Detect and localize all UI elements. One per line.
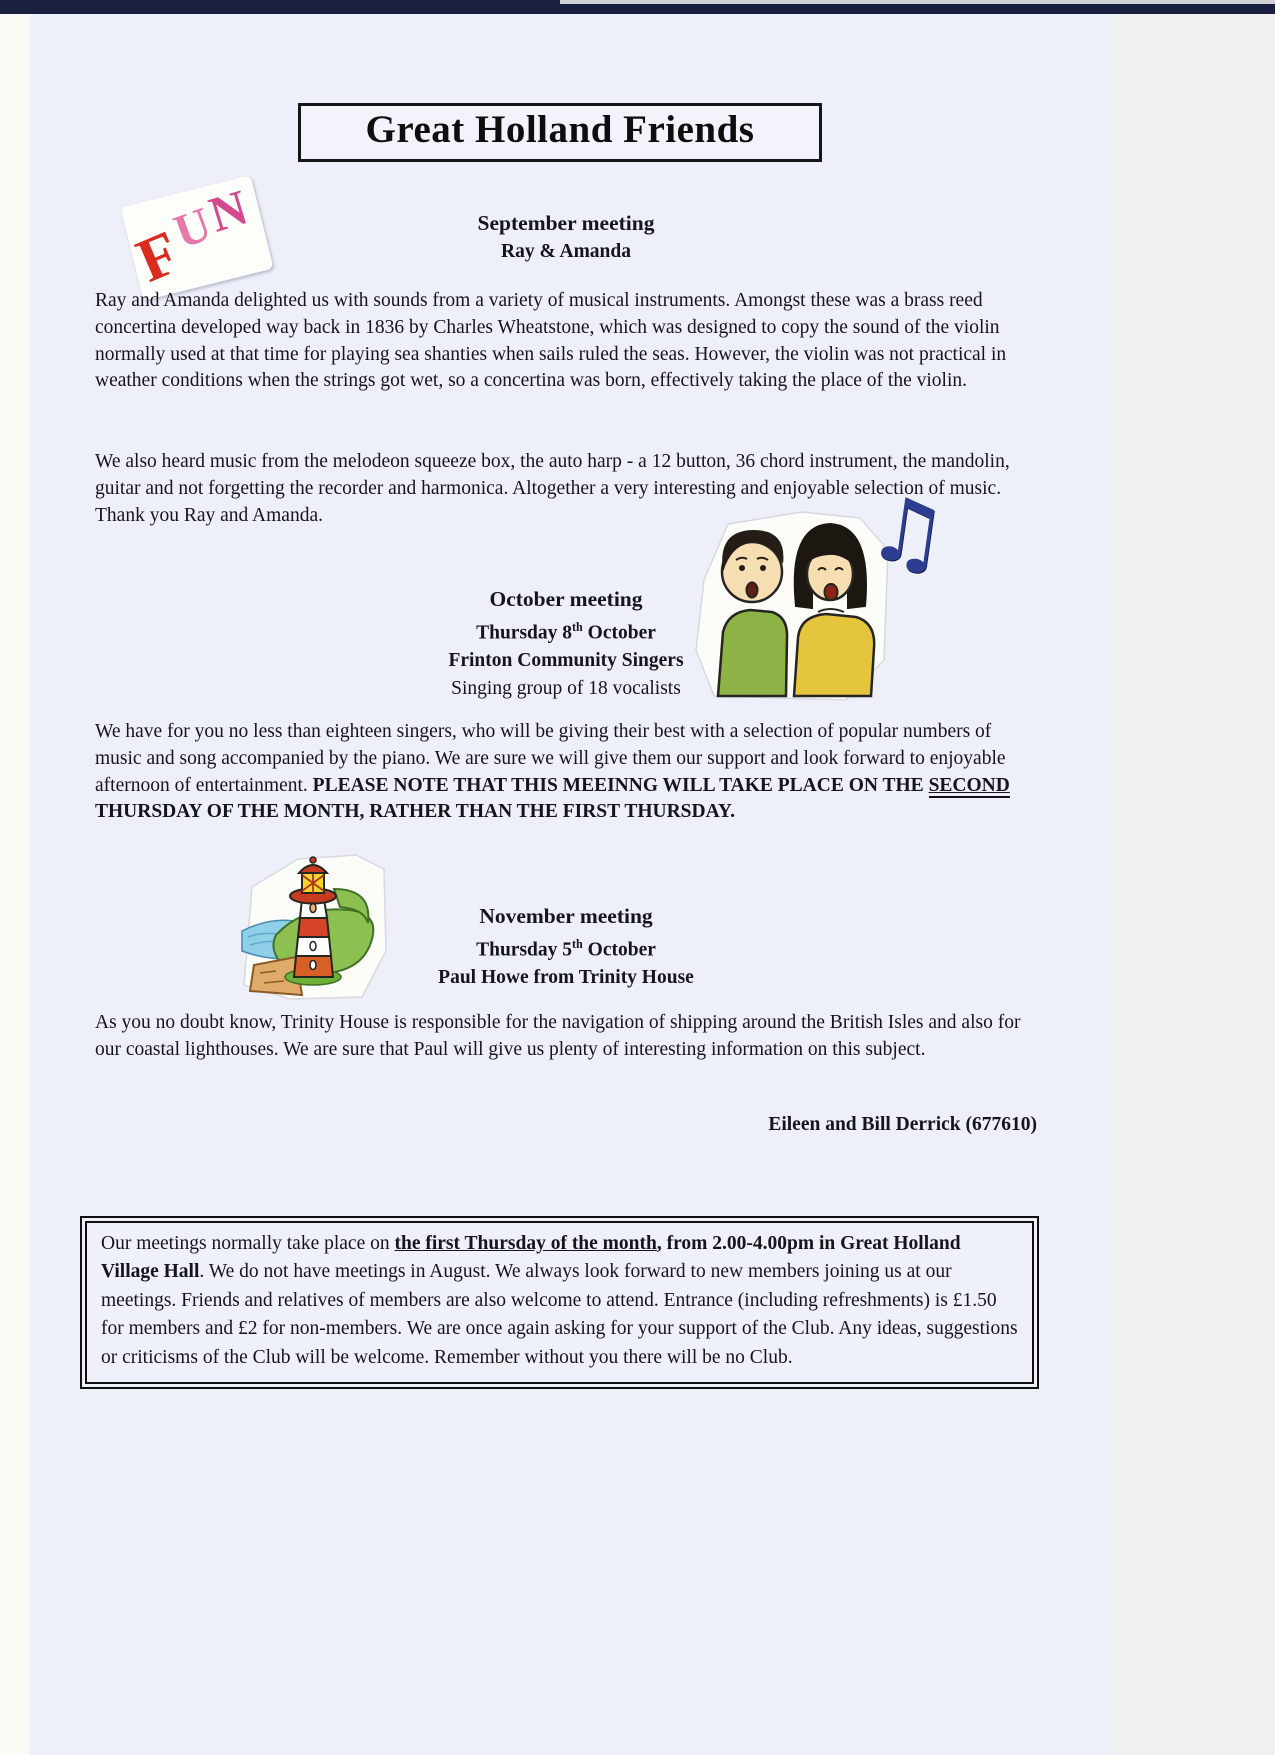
november-meeting-title: November meeting [479,904,653,928]
november-date-ordinal: th [572,937,583,951]
newsletter-title: Great Holland Friends [365,108,755,151]
scan-top-edge-highlight [560,0,1275,4]
signature-line: Eileen and Bill Derrick (677610) [768,1114,1037,1135]
notice-bold-underlined: the first Thursday of the month [394,1233,657,1254]
october-note-post: THURSDAY OF THE MONTH, RATHER THAN THE FIRST THURSDAY. [95,801,736,823]
october-meeting-title: October meeting [489,587,643,611]
october-meeting-group-desc: Singing group of 18 vocalists [451,677,681,699]
september-meeting-title: September meeting [477,211,655,235]
fun-letter-f: F [127,218,190,296]
october-paragraph-normal: We have for you no less than eighteen singers, who will be giving their best with a selection of popular numbers of music and song accompanied by the piano. We are sure we will give them our support and look forward to enjoyable afternoon of entertainment. [95,721,1006,796]
october-date-month: October [582,622,656,644]
november-meeting-speaker: Paul Howe from Trinity House [438,967,694,988]
september-meeting-heading [95,209,1037,266]
october-date-text: Thursday 8 [476,622,573,644]
notice-normal-2: . We do not have meetings in August. We always look forward to new members joining us at our meetings. Friends and relatives of members are also welcome to attend. Entrance (including refreshments) is £1.50 for members and £2 for non-members. We are once again asking for your support of the Club. Any ideas, suggestions or criticisms of the Club will be welcome. Remember without you there will be no Club. [101,1261,1018,1368]
fun-letter-n: N [202,178,254,243]
november-meeting-heading [95,902,1037,992]
november-date-month: October [582,939,656,961]
september-paragraph-2: We also heard music from the melodeon squeeze box, the auto harp - a 12 button, 36 chord instrument, the mandolin, guitar and not forgetting the recorder and harmonica. Altogether a very interesting and enjoyable selection of music. Thank you Ray and Amanda. [95,451,1010,526]
november-date-text: Thursday 5 [476,939,573,961]
october-paragraph [95,719,1037,826]
scan-left-margin [0,14,30,1755]
club-notice-text [101,1230,1018,1372]
october-note-underlined: SECOND [928,774,1010,796]
october-meeting-group: Frinton Community Singers [448,650,684,671]
newsletter-title-box [298,103,822,162]
october-note-pre: PLEASE NOTE THAT THIS MEEINNG WILL TAKE PLACE ON THE [312,774,929,796]
september-paragraph-1: Ray and Amanda delighted us with sounds from a variety of musical instruments. Amongst these was a brass reed concertina developed way back in 1836 by Charles Wheatstone, which was designed to copy the sound of the violin normally used at that time for playing sea shanties when sails ruled the seas. However, the violin was not practical in weather conditions when the strings got wet, so a concertina was born, effectively taking the place of the violin. [95,290,1007,392]
scan-right-margin [1113,14,1275,1755]
september-meeting-presenter: Ray & Amanda [500,241,632,262]
november-paragraph: As you no doubt know, Trinity House is responsible for the navigation of shipping around the British Isles and also for our coastal lighthouses. We are sure that Paul will give us plenty of interesting information on this subject. [95,1012,1021,1060]
fun-letter-u: U [167,197,219,260]
music-note-icon: ♫ [861,475,954,588]
october-meeting-heading [95,585,1037,702]
notice-normal-1: Our meetings normally take place on [101,1233,395,1254]
november-meeting-date [95,931,1037,964]
club-notice-box [80,1216,1039,1389]
notice-bold: , from 2.00-4.00pm in Great Holland Village Hall [101,1233,961,1283]
october-date-ordinal: th [572,620,583,634]
october-meeting-date [95,614,1037,647]
